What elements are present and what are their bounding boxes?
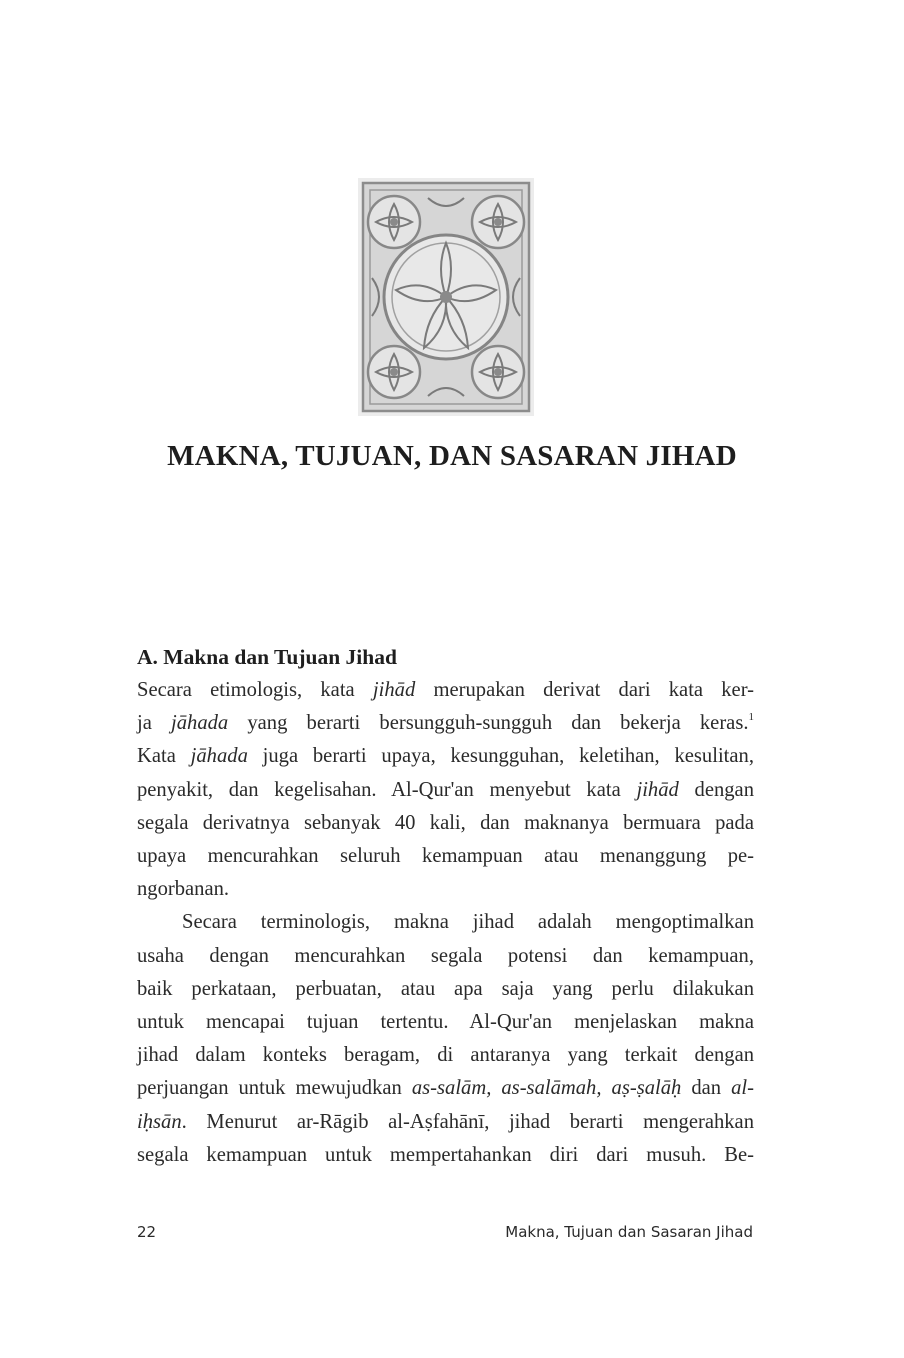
- text-line: perjuangan untuk mewujudkan as-salām, as-salāmah, aṣ-ṣalāḥ dan al-: [137, 1077, 754, 1100]
- floral-arabesque-ornament-icon: [358, 178, 534, 416]
- paragraph-etymology: [137, 674, 754, 906]
- text-line: Kata jāhada juga berarti upaya, kesungguhan, keletihan, kesulitan,: [137, 745, 754, 768]
- text-line: Secara etimologis, kata jihād merupakan derivat dari kata ker-: [137, 679, 755, 701]
- text-line: Secara terminologis, makna jihad adalah mengoptimalkan: [182, 911, 754, 934]
- text-line: usaha dengan mencurahkan segala potensi dan kemampuan,: [137, 944, 754, 967]
- text-line: untuk mencapai tujuan tertentu. Al-Qur'an menjelaskan makna: [137, 1011, 754, 1034]
- text-line: iḥsān. Menurut ar-Rāgib al-Aṣfahānī, jihad berarti mengerahkan: [137, 1110, 754, 1133]
- running-title: Makna, Tujuan dan Sasaran Jihad: [505, 1223, 753, 1241]
- footnote-marker: 1: [748, 711, 754, 724]
- text-line: jihad dalam konteks beragam, di antaranya yang terkait dengan: [137, 1044, 754, 1067]
- page-number: 22: [137, 1223, 157, 1241]
- paragraph-terminology: [137, 906, 754, 1172]
- text-line: baik perkataan, perbuatan, atau apa saja yang perlu dilakukan: [137, 977, 754, 1000]
- section-body: [137, 641, 754, 1172]
- text-line: ja jāhada yang berarti bersungguh-sungguh dan bekerja keras.$^1$: [137, 711, 754, 735]
- text-line: segala derivatnya sebanyak 40 kali, dan maknanya bermuara pada: [137, 811, 754, 834]
- text-line: ngorbanan.: [137, 878, 230, 901]
- text-line: upaya mencurahkan seluruh kemampuan atau menanggung pe-: [137, 845, 754, 868]
- chapter-title: MAKNA, TUJUAN, DAN SASARAN JIHAD: [167, 440, 737, 472]
- text-line: penyakit, dan kegelisahan. Al-Qur'an menyebut kata jihād dengan: [137, 778, 754, 801]
- section-heading: A. Makna dan Tujuan Jihad: [137, 645, 397, 669]
- text-line: segala kemampuan untuk mempertahankan diri dari musuh. Be-: [137, 1143, 754, 1166]
